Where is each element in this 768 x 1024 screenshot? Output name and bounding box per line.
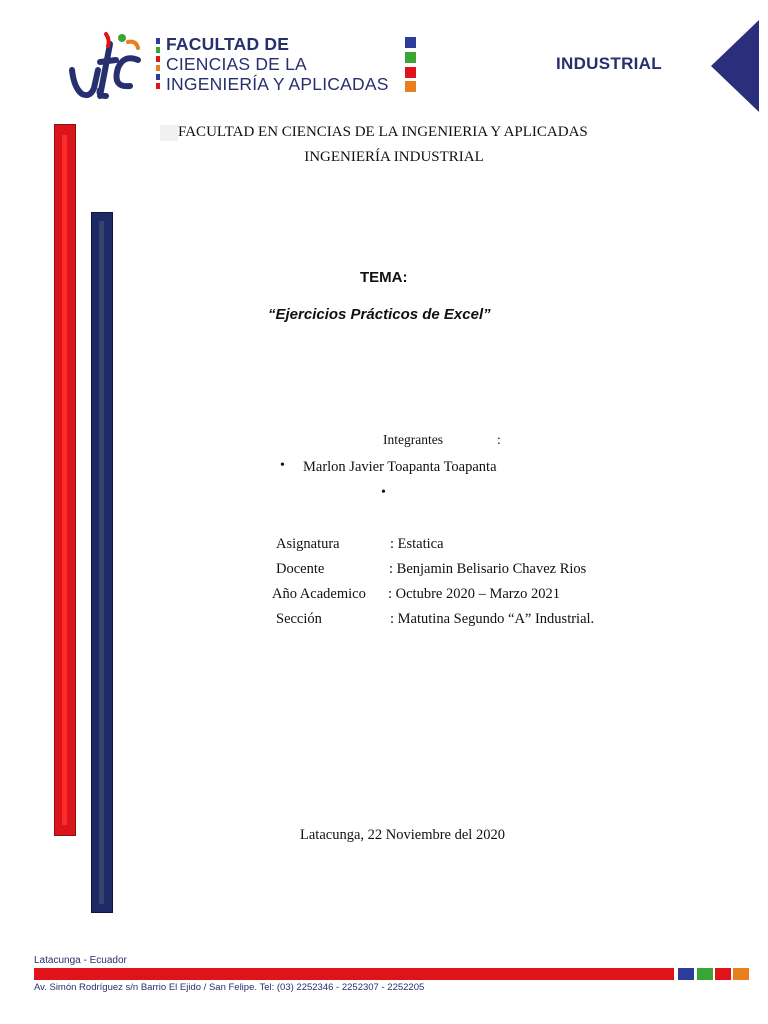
footer-city: Latacunga - Ecuador — [34, 955, 127, 966]
place-date: Latacunga, 22 Noviembre del 2020 — [300, 827, 505, 843]
detail-value-seccion: : Matutina Segundo “A” Industrial. — [390, 611, 595, 627]
footer-orange-square — [733, 968, 749, 980]
document-title: “Ejercicios Prácticos de Excel” — [268, 306, 491, 323]
footer-green-square — [697, 968, 713, 980]
detail-label-asignatura: Asignatura — [276, 536, 340, 552]
red-square-icon — [405, 67, 416, 78]
logo-line-2: CIENCIAS DE LA — [166, 54, 307, 74]
orange-square-icon — [405, 81, 416, 92]
navy-triangle-icon — [711, 20, 759, 112]
logo-line-1: FACULTAD DE — [166, 34, 290, 54]
footer-red-square — [715, 968, 731, 980]
utc-logo-icon — [66, 30, 146, 110]
logo-line-3: INGENIERÍA Y APLICADAS — [166, 74, 389, 94]
footer-red-bar — [34, 968, 674, 980]
navy-vertical-bar — [91, 212, 113, 913]
faculty-logo-text — [166, 34, 396, 94]
bullet-icon: • — [280, 458, 285, 473]
members-label: Integrantes — [383, 432, 443, 447]
detail-label-anio: Año Academico — [272, 586, 366, 602]
detail-value-anio: : Octubre 2020 – Marzo 2021 — [388, 586, 560, 602]
industrial-label: INDUSTRIAL — [556, 54, 662, 73]
green-square-icon — [405, 52, 416, 63]
detail-value-docente: : Benjamin Belisario Chavez Rios — [389, 561, 587, 577]
blue-square-icon — [405, 37, 416, 48]
member-name: Marlon Javier Toapanta Toapanta — [303, 459, 497, 475]
members-colon: : — [497, 432, 501, 447]
detail-value-asignatura: : Estatica — [390, 536, 444, 552]
footer-blue-square — [678, 968, 694, 980]
red-vertical-bar — [54, 124, 76, 836]
detail-label-docente: Docente — [276, 561, 325, 577]
career-heading: INGENIERÍA INDUSTRIAL — [304, 149, 484, 165]
footer-address: Av. Simón Rodríguez s/n Barrio El Ejido / San Felipe. Tel: (03) 2252346 - 2252307 - 2252205 — [34, 982, 425, 993]
tema-label: TEMA: — [360, 269, 408, 286]
logo-divider-dots — [155, 38, 161, 94]
detail-label-seccion: Sección — [276, 611, 322, 627]
bullet-icon: • — [381, 485, 386, 500]
faculty-heading: FACULTAD EN CIENCIAS DE LA INGENIERIA Y APLICADAS — [178, 124, 588, 140]
